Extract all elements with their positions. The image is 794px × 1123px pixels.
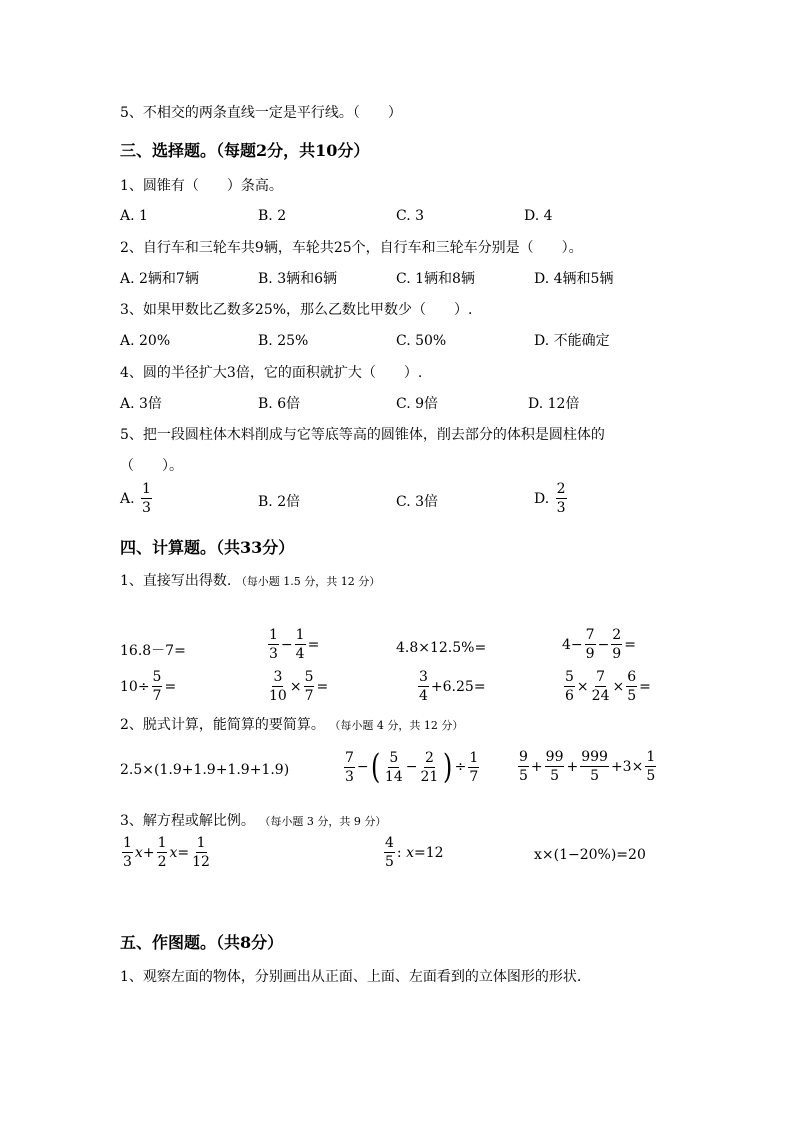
calc-q2-note: （每小题 4 分，共 12 分） — [329, 719, 464, 732]
option-d-label: D. — [534, 490, 550, 507]
calc-item-a: 16.8－7= — [120, 643, 186, 659]
calc-item-e: 10÷ $\frac{5}{7}$ = — [120, 669, 177, 704]
fraction: $\frac{2}{3}$ — [556, 481, 566, 516]
choice-q3-option-b: B. 25% — [258, 333, 309, 349]
choice-q1-option-d: D. 4 — [524, 208, 553, 224]
calc-q1-label — [120, 572, 380, 591]
choice-q3-text: 3、如果甲数比乙数多25%，那么乙数比甲数少（ ）. — [120, 302, 473, 318]
choice-q5-option-a — [120, 482, 154, 515]
choice-q5-text-line1: 5、把一段圆柱体木料削成与它等底等高的圆锥体，削去部分的体积是圆柱体的 — [120, 427, 605, 443]
choice-q3-option-d: D. 不能确定 — [534, 333, 610, 349]
choice-q4-option-c: C. 9倍 — [396, 396, 439, 412]
choice-q5-option-d — [534, 482, 569, 515]
choice-q3-option-a: A. 20% — [120, 333, 171, 349]
judge-question-5: 5、不相交的两条直线一定是平行线。（ ） — [120, 105, 402, 121]
section-3-title: 三、选择题。（每题2分，共10分） — [120, 141, 370, 160]
choice-q1-option-b: B. 2 — [258, 208, 287, 224]
choice-q5-text-line2: （ ）。 — [120, 458, 183, 474]
choice-q4-text: 4、圆的半径扩大3倍，它的面积就扩大（ ）. — [120, 365, 423, 381]
equation-b: $\frac{4}{5}$ : x =12 — [385, 835, 444, 870]
section-4-title: 四、计算题。（共33分） — [120, 538, 295, 557]
choice-q2-option-a: A. 2辆和7辆 — [120, 271, 199, 287]
choice-q5-option-c: C. 3倍 — [396, 494, 439, 510]
choice-q5-option-b: B. 2倍 — [258, 494, 301, 510]
choice-q4-option-b: B. 6倍 — [258, 396, 301, 412]
calc-item-d: 4− $\frac{7}{9}$ − $\frac{2}{9}$ = — [562, 627, 636, 662]
calc-q1-text: 1、直接写出得数. — [120, 573, 232, 589]
calc-item-f: $\frac{3}{10}$ × $\frac{5}{7}$ = — [269, 669, 329, 704]
calc-item-b: $\frac{1}{3}$ − $\frac{1}{4}$ = — [269, 627, 320, 662]
drawing-q1-text: 1、观察左面的物体，分别画出从正面、上面、左面看到的立体图形的形状. — [120, 969, 582, 985]
calc-q3-label — [120, 812, 386, 831]
choice-q1-option-c: C. 3 — [396, 208, 425, 224]
calc-q2-item-a: 2.5×(1.9+1.9+1.9+1.9) — [120, 762, 290, 778]
calc-q3-text: 3、解方程或解比例。 — [120, 813, 255, 829]
choice-q4-option-a: A. 3倍 — [120, 396, 162, 412]
equation-a: $\frac{1}{3}$ x + $\frac{1}{2}$ x = $\frac{1}{12}$ — [123, 835, 210, 870]
calc-q1-note: （每小题 1.5 分，共 12 分） — [235, 575, 381, 588]
calc-q2-text: 2、脱式计算，能简算的要简算。 — [120, 717, 325, 733]
section-5-title: 五、作图题。（共8分） — [120, 933, 284, 952]
calc-item-g: $\frac{3}{4}$ +6.25= — [419, 669, 486, 704]
choice-q2-option-d: D. 4辆和5辆 — [534, 271, 614, 287]
calc-q2-label — [120, 716, 463, 735]
option-a-label: A. — [120, 490, 135, 507]
fraction: $\frac{1}{3}$ — [142, 481, 151, 516]
choice-q4-option-d: D. 12倍 — [528, 396, 580, 412]
equation-c: x×(1−20%)=20 — [534, 847, 646, 863]
choice-q2-text: 2、自行车和三轮车共9辆，车轮共25个，自行车和三轮车分别是（ ）。 — [120, 240, 583, 256]
calc-q2-item-c: $\frac{9}{5}$ + $\frac{99}{5}$ + $\frac{999}{5}$ +3× $\frac{1}{5}$ — [519, 749, 656, 784]
choice-q1-text: 1、圆锥有（ ）条高。 — [120, 178, 283, 194]
calc-q3-note: （每小题 3 分，共 9 分） — [259, 815, 387, 828]
calc-q2-item-b: $\frac{7}{3}$ − ( $\frac{5}{14}$ − $\frac{2}{21}$ ) ÷ $\frac{1}{7}$ — [345, 747, 479, 787]
choice-q2-option-c: C. 1辆和8辆 — [396, 271, 475, 287]
choice-q2-option-b: B. 3辆和6辆 — [258, 271, 338, 287]
calc-item-h: $\frac{5}{6}$ × $\frac{7}{24}$ × $\frac{6}{5}$ = — [565, 669, 651, 704]
choice-q1-option-a: A. 1 — [120, 208, 148, 224]
calc-item-c: 4.8×12.5%= — [396, 640, 487, 656]
choice-q3-option-c: C. 50% — [396, 333, 447, 349]
